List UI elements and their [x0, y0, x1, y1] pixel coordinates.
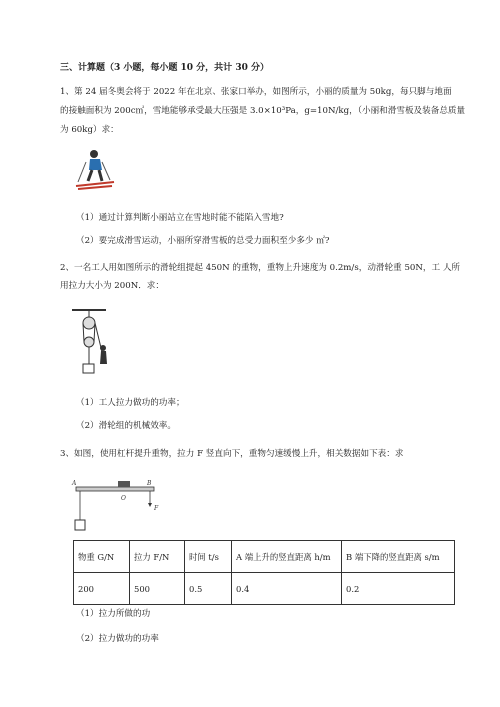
value-cell: 0.2 — [342, 573, 455, 605]
skier-icon — [76, 150, 114, 189]
q1-line-2: 的接触面积为 200c㎡，雪地能够承受最大压强是 3.0×10³Pa，g=10N/kg，（小丽和滑雪板及装备总质量 — [60, 106, 466, 116]
data-table — [73, 540, 455, 605]
section-title: 三、计算题（3 小题，每小题 10 分，共计 30 分） — [60, 63, 269, 73]
pulley-system-icon — [72, 310, 107, 373]
q2-line-1: 2、一名工人用如图所示的滑轮组提起 450N 的重物，重物上升速度为 0.2m/s，动滑轮重 50N，工 人所 — [60, 263, 461, 273]
skier-figure — [72, 148, 118, 194]
header-cell: 拉力 F/N — [130, 541, 185, 573]
value-cell: 200 — [74, 573, 130, 605]
pulley-figure — [70, 308, 116, 380]
q2-line-2: 用拉力大小为 200N．求： — [60, 281, 164, 291]
header-cell: A 端上升的竖直距离 h/m — [232, 541, 342, 573]
q3-sub-1: （1）拉力所做的功 — [76, 609, 151, 619]
label-f: F — [154, 505, 159, 512]
lever-figure — [68, 478, 168, 536]
table-row — [74, 573, 455, 605]
q1-line-1: 1、第 24 届冬奥会将于 2022 年在北京、张家口举办，如图所示，小丽的质量为 50kg，每只脚与地面 — [60, 87, 452, 97]
label-a: A — [72, 480, 77, 487]
q3-sub-2: （2）拉力做功的功率 — [76, 634, 159, 644]
q2-sub-2: （2）滑轮组的机械效率。 — [76, 421, 176, 431]
label-o: O — [121, 495, 126, 502]
value-cell: 0.5 — [185, 573, 232, 605]
q1-sub-1: （1）通过计算判断小丽站立在雪地时能不能陷入雪地? — [76, 213, 284, 223]
q1-line-3: 为 60kg）求： — [60, 125, 119, 135]
q3-line-1: 3、如图，使用杠杆提升重物，拉力 F 竖直向下，重物匀速缓慢上升，相关数据如下表：求 — [60, 449, 404, 459]
header-cell: 物重 G/N — [74, 541, 130, 573]
q1-sub-2: （2）要完成滑雪运动，小丽所穿滑雪板的总受力面积至少多少 ㎡? — [76, 236, 330, 246]
table-header-row — [74, 541, 455, 573]
value-cell: 0.4 — [232, 573, 342, 605]
value-cell: 500 — [130, 573, 185, 605]
q2-sub-1: （1）工人拉力做功的功率； — [76, 398, 185, 408]
label-b: B — [147, 480, 152, 487]
header-cell: B 端下降的竖直距离 s/m — [342, 541, 455, 573]
lever-diagram — [75, 481, 154, 530]
header-cell: 时间 t/s — [185, 541, 232, 573]
